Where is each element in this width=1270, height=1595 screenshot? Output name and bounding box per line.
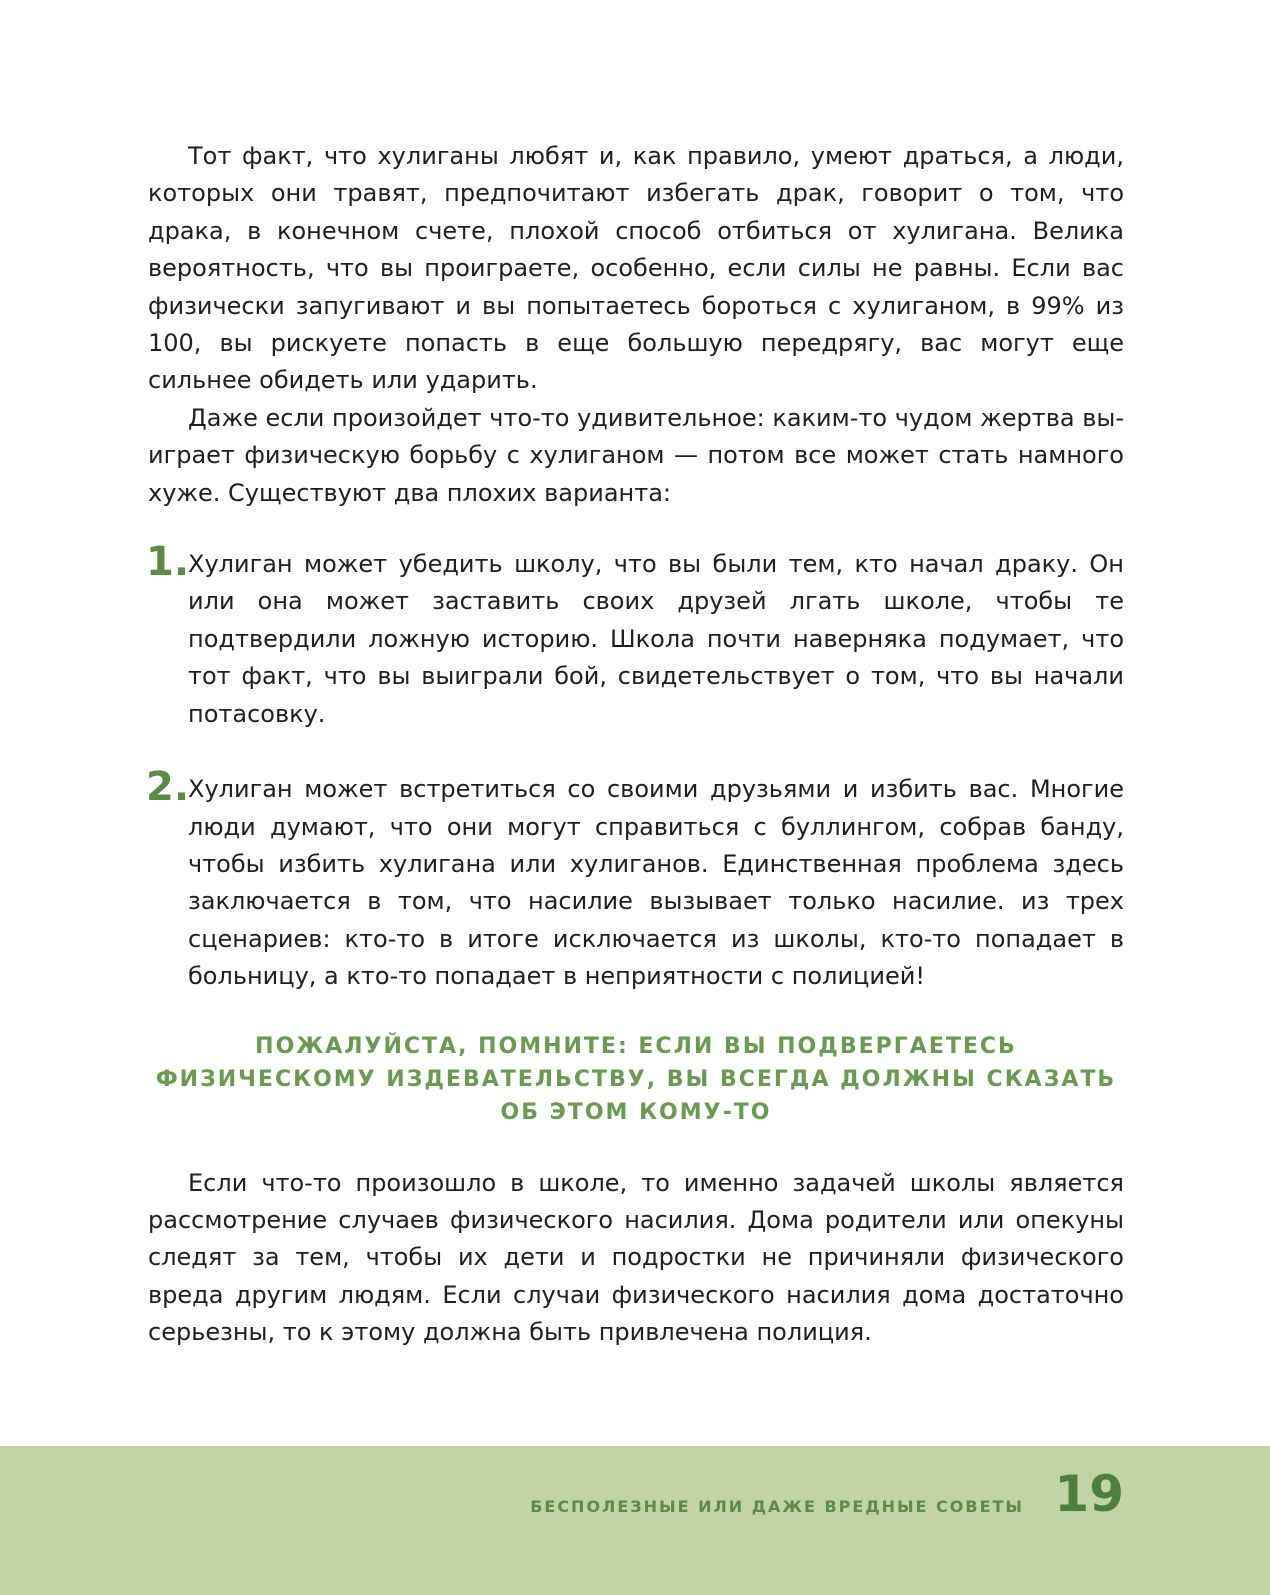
numbered-list xyxy=(146,539,1124,995)
list-item-text: Хулиган может встретиться со своими друзьями и избить вас. Многие люди думают, что они могут справиться с буллингом, собрав банду, чтобы избить хулигана или хулиганов. Единственная проблема здесь заключается в том, что насилие вызывает только насилие. из трех сценариев: кто-то в итоге исключается из школы, кто-то попадает в больницу, а кто-то попадает в неприятности с полицией! xyxy=(188,775,1124,991)
paragraph-2: Даже если произойдет что-то удивительное: каким-то чудом жертва выиграет физическую борьбу с хулиганом — потом все может стать намного хуже. Существуют два плохих варианта: xyxy=(148,403,1124,507)
page-content xyxy=(148,138,1124,1352)
callout-line: ПОЖАЛУЙСТА, ПОМНИТЕ: ЕСЛИ ВЫ ПОДВЕРГАЕТЕСЬ xyxy=(255,1033,1017,1059)
paragraph-1: Тот факт, что хулиганы любят и, как правило, умеют драться, а люди, которых они травят, предпочитают избегать драк, говорит о том, что драка, в конечном счете, плохой способ отбиться от хулигана. Велика вероятность, что вы проиграете, особенно, если силы не равны. Если вас физически запугивают и вы попытаетесь бороться с хулиганом, в 99% из 100, вы рискуете попасть в еще большую передрягу, вас могут еще сильнее обидеть или ударить. xyxy=(148,142,1124,395)
list-number: 1. xyxy=(146,539,190,586)
page-number: 19 xyxy=(1054,1465,1124,1523)
list-item xyxy=(146,764,1124,995)
callout-heading xyxy=(148,1030,1124,1129)
running-title: БЕСПОЛЕЗНЫЕ ИЛИ ДАЖЕ ВРЕДНЫЕ СОВЕТЫ xyxy=(530,1497,1024,1516)
list-item-text: Хулиган может убедить школу, что вы были тем, кто начал драку. Он или она может заставить своих друзей лгать школе, чтобы те подтвердили ложную историю. Школа почти наверняка подумает, что тот факт, что вы выиграли бой, свидетельствует о том, что вы начали потасовку. xyxy=(188,550,1124,728)
callout-line: ОБ ЭТОМ КОМУ-ТО xyxy=(500,1099,772,1125)
list-number: 2. xyxy=(146,764,190,811)
callout-line: ФИЗИЧЕСКОМУ ИЗДЕВАТЕЛЬСТВУ, ВЫ ВСЕГДА ДОЛЖНЫ СКАЗАТЬ xyxy=(155,1066,1117,1092)
paragraph-3: Если что-то произошло в школе, то именно задачей школы является рассмотрение случаев физического насилия. Дома родители или опекуны следят за тем, чтобы их дети и подростки не причиняли физического вреда другим людям. Если случаи физического насилия дома достаточно серьезны, то к этому должна быть привлечена полиция. xyxy=(148,1168,1124,1347)
list-item xyxy=(146,539,1124,733)
